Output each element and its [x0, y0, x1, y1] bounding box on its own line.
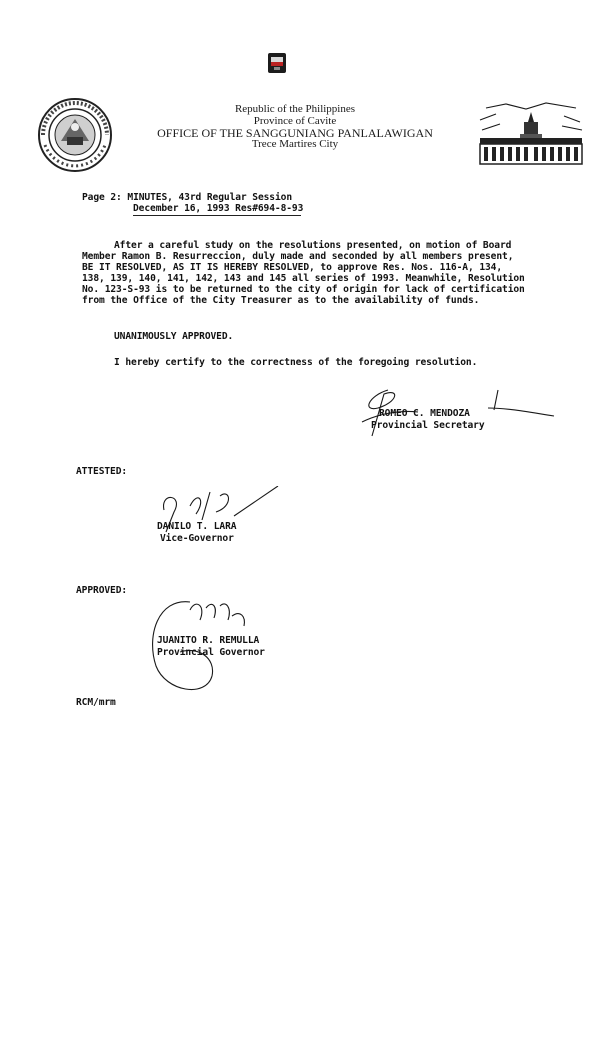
letterhead-office: OFFICE OF THE SANGGUNIANG PANLALAWIGAN	[157, 126, 433, 140]
page-ref-underline	[133, 215, 301, 216]
body-line-5: No. 123-S-93 is to be returned to the city of origin for lack of certification	[82, 284, 525, 295]
approved-label: APPROVED:	[76, 585, 128, 596]
letterhead-republic: Republic of the Philippines	[234, 103, 356, 115]
vice-governor-name: DANILO T. LARA	[157, 521, 237, 532]
letterhead-city: Trece Martires City	[251, 138, 339, 150]
attested-label: ATTESTED:	[76, 466, 128, 477]
body-line-3: BE IT RESOLVED, AS IT IS HEREBY RESOLVED, to approve Res. Nos. 116-A, 134,	[82, 262, 503, 273]
page-ref-line2: December 16, 1993 Res#694-8-93	[133, 203, 304, 214]
body-line-6: from the Office of the City Treasurer as to the availability of funds.	[82, 295, 480, 306]
flag-emblem-icon	[268, 53, 286, 73]
letterhead-province: Province of Cavite	[253, 115, 337, 127]
capitol-building-icon	[476, 100, 586, 168]
governor-title: Provincial Governor	[157, 647, 265, 658]
body-line-4: 138, 139, 140, 141, 142, 143 and 145 all series of 1993. Meanwhile, Resolution	[82, 273, 525, 284]
unanimously-approved: UNANIMOUSLY APPROVED.	[114, 331, 234, 342]
provincial-seal-icon	[37, 97, 113, 173]
reference-initials: RCM/mrm	[76, 697, 116, 708]
page-ref-line1: Page 2: MINUTES, 43rd Regular Session	[82, 192, 293, 203]
governor-name: JUANITO R. REMULLA	[157, 635, 260, 646]
body-line-2: Member Ramon B. Resurreccion, duly made and seconded by all members present,	[82, 251, 514, 262]
secretary-title: Provincial Secretary	[371, 420, 485, 431]
body-line-1: After a careful study on the resolutions presented, on motion of Board	[114, 240, 512, 251]
vice-governor-title: Vice-Governor	[160, 533, 234, 544]
secretary-name: ROMEO C. MENDOZA	[379, 408, 470, 419]
certification-line: I hereby certify to the correctness of the foregoing resolution.	[114, 357, 478, 368]
